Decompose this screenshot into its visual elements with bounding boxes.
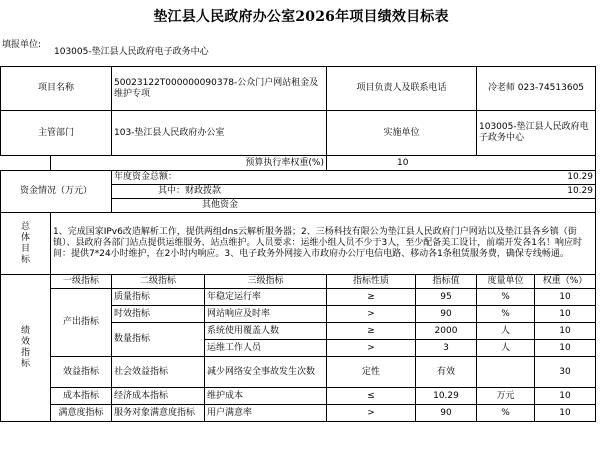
row-l2: 质量指标 bbox=[112, 289, 205, 306]
header-l2: 二级指标 bbox=[112, 275, 205, 289]
row-nature: ≥ bbox=[327, 323, 416, 340]
dept-value: 103-垫江县人民政府办公室 bbox=[112, 111, 327, 156]
row-nature: ≥ bbox=[327, 289, 416, 306]
target-table bbox=[0, 66, 596, 422]
row-l2: 时效指标 bbox=[112, 306, 205, 323]
row-nature: > bbox=[327, 340, 416, 357]
page-title: 垫江县人民政府办公室2026年项目绩效目标表 bbox=[153, 9, 449, 25]
row-unit: 人 bbox=[477, 323, 535, 340]
funds-total-label: 年度资金总额： bbox=[114, 172, 178, 182]
row-nature: 定性 bbox=[327, 357, 416, 388]
header-l1: 一级指标 bbox=[51, 275, 112, 289]
row-l1: 满意度指标 bbox=[51, 405, 112, 422]
table-row bbox=[1, 357, 596, 388]
funds-fiscal-row bbox=[112, 185, 596, 199]
row-weight: 10 bbox=[535, 306, 596, 323]
row-value: 95 bbox=[416, 289, 477, 306]
funds-fiscal-value: 10.29 bbox=[567, 186, 593, 196]
row-l1: 产出指标 bbox=[51, 289, 112, 357]
project-name-label: 项目名称 bbox=[1, 67, 112, 111]
row-l3: 维护成本 bbox=[205, 388, 327, 405]
row-unit: % bbox=[477, 289, 535, 306]
row-value: 3 bbox=[416, 340, 477, 357]
funds-total-row bbox=[112, 171, 596, 185]
row-nature: > bbox=[327, 405, 416, 422]
row-l2: 服务对象满意度指标 bbox=[112, 405, 205, 422]
row-value: 90 bbox=[416, 405, 477, 422]
header-l3: 三级指标 bbox=[205, 275, 327, 289]
funds-label: 资金情况（万元） bbox=[1, 171, 112, 213]
manager-value: 冷老师 023-74513605 bbox=[477, 67, 596, 111]
row-l3: 减少网络安全事故发生次数 bbox=[205, 357, 327, 388]
impl-label: 实施单位 bbox=[327, 111, 477, 156]
row-weight: 30 bbox=[535, 357, 596, 388]
row-unit: 人 bbox=[477, 340, 535, 357]
dept-label: 主管部门 bbox=[1, 111, 112, 156]
row-weight: 10 bbox=[535, 289, 596, 306]
row-value: 90 bbox=[416, 306, 477, 323]
row-unit: % bbox=[477, 306, 535, 323]
header-nature: 指标性质 bbox=[327, 275, 416, 289]
table-row bbox=[1, 405, 596, 422]
row-nature: ≤ bbox=[327, 388, 416, 405]
row-l3: 网站响应及时率 bbox=[205, 306, 327, 323]
row-weight: 10 bbox=[535, 323, 596, 340]
row-l1: 成本指标 bbox=[51, 388, 112, 405]
row-l1: 效益指标 bbox=[51, 357, 112, 388]
indicator-label: 绩效指标 bbox=[1, 275, 51, 422]
filler-value: 103005-垫江县人民政府电子政务中心 bbox=[54, 47, 209, 57]
table-row bbox=[1, 388, 596, 405]
project-name-value: 50023122T000000090378-公众门户网站租金及维护专项 bbox=[112, 67, 327, 111]
goal-text: 1、完成国家IPv6改造解析工作，提供两组dns云解析服务器；2、三杨科技有限公为垫江县人民政府门户网站以及垫江县各乡镇（街镇）、县政府各部门站点提供运维服务、站点维护。人员要求：运维小组人员不少于3人，至少配备美工设计，前端开发各1名！响应时间：提供7*24小时维护，在2小时内响应。3、电子政务外网接入市政府办公厅电信电路、移动各1条租赁服务费，确保专线畅通。 bbox=[51, 213, 596, 275]
header-value: 指标值 bbox=[416, 275, 477, 289]
goal-label: 总体目标 bbox=[1, 213, 51, 275]
row-weight: 10 bbox=[535, 405, 596, 422]
funds-other-label: 其他资金 bbox=[202, 200, 239, 210]
funds-fiscal-label: 其中：财政拨款 bbox=[158, 186, 222, 196]
table-row bbox=[1, 289, 596, 306]
row-value: 2000 bbox=[416, 323, 477, 340]
header-unit: 度量单位 bbox=[477, 275, 535, 289]
row-l3: 年稳定运行率 bbox=[205, 289, 327, 306]
filler-label: 填报单位: bbox=[2, 40, 42, 50]
row-value: 10.29 bbox=[416, 388, 477, 405]
row-l3: 系统使用覆盖人数 bbox=[205, 323, 327, 340]
row-l2: 经济成本指标 bbox=[112, 388, 205, 405]
row-unit bbox=[477, 357, 535, 388]
row-unit: 万元 bbox=[477, 388, 535, 405]
row-nature: > bbox=[327, 306, 416, 323]
header-weight: 权重（%） bbox=[535, 275, 596, 289]
row-weight: 10 bbox=[535, 340, 596, 357]
row-l2: 社会效益指标 bbox=[112, 357, 205, 388]
row-l3: 运维工作人员 bbox=[205, 340, 327, 357]
weight-value: 10 bbox=[327, 156, 596, 171]
row-l2: 数量指标 bbox=[112, 323, 205, 357]
weight-label: 预算执行率权重(%) bbox=[51, 156, 327, 171]
funds-total-value: 10.29 bbox=[567, 172, 593, 182]
row-value: 有效 bbox=[416, 357, 477, 388]
impl-value: 103005-垫江县人民政府电子政务中心 bbox=[477, 111, 596, 156]
funds-other-row bbox=[112, 199, 596, 213]
row-l3: 用户满意率 bbox=[205, 405, 327, 422]
row-unit: % bbox=[477, 405, 535, 422]
row-weight: 10 bbox=[535, 388, 596, 405]
manager-label: 项目负责人及联系电话 bbox=[327, 67, 477, 111]
